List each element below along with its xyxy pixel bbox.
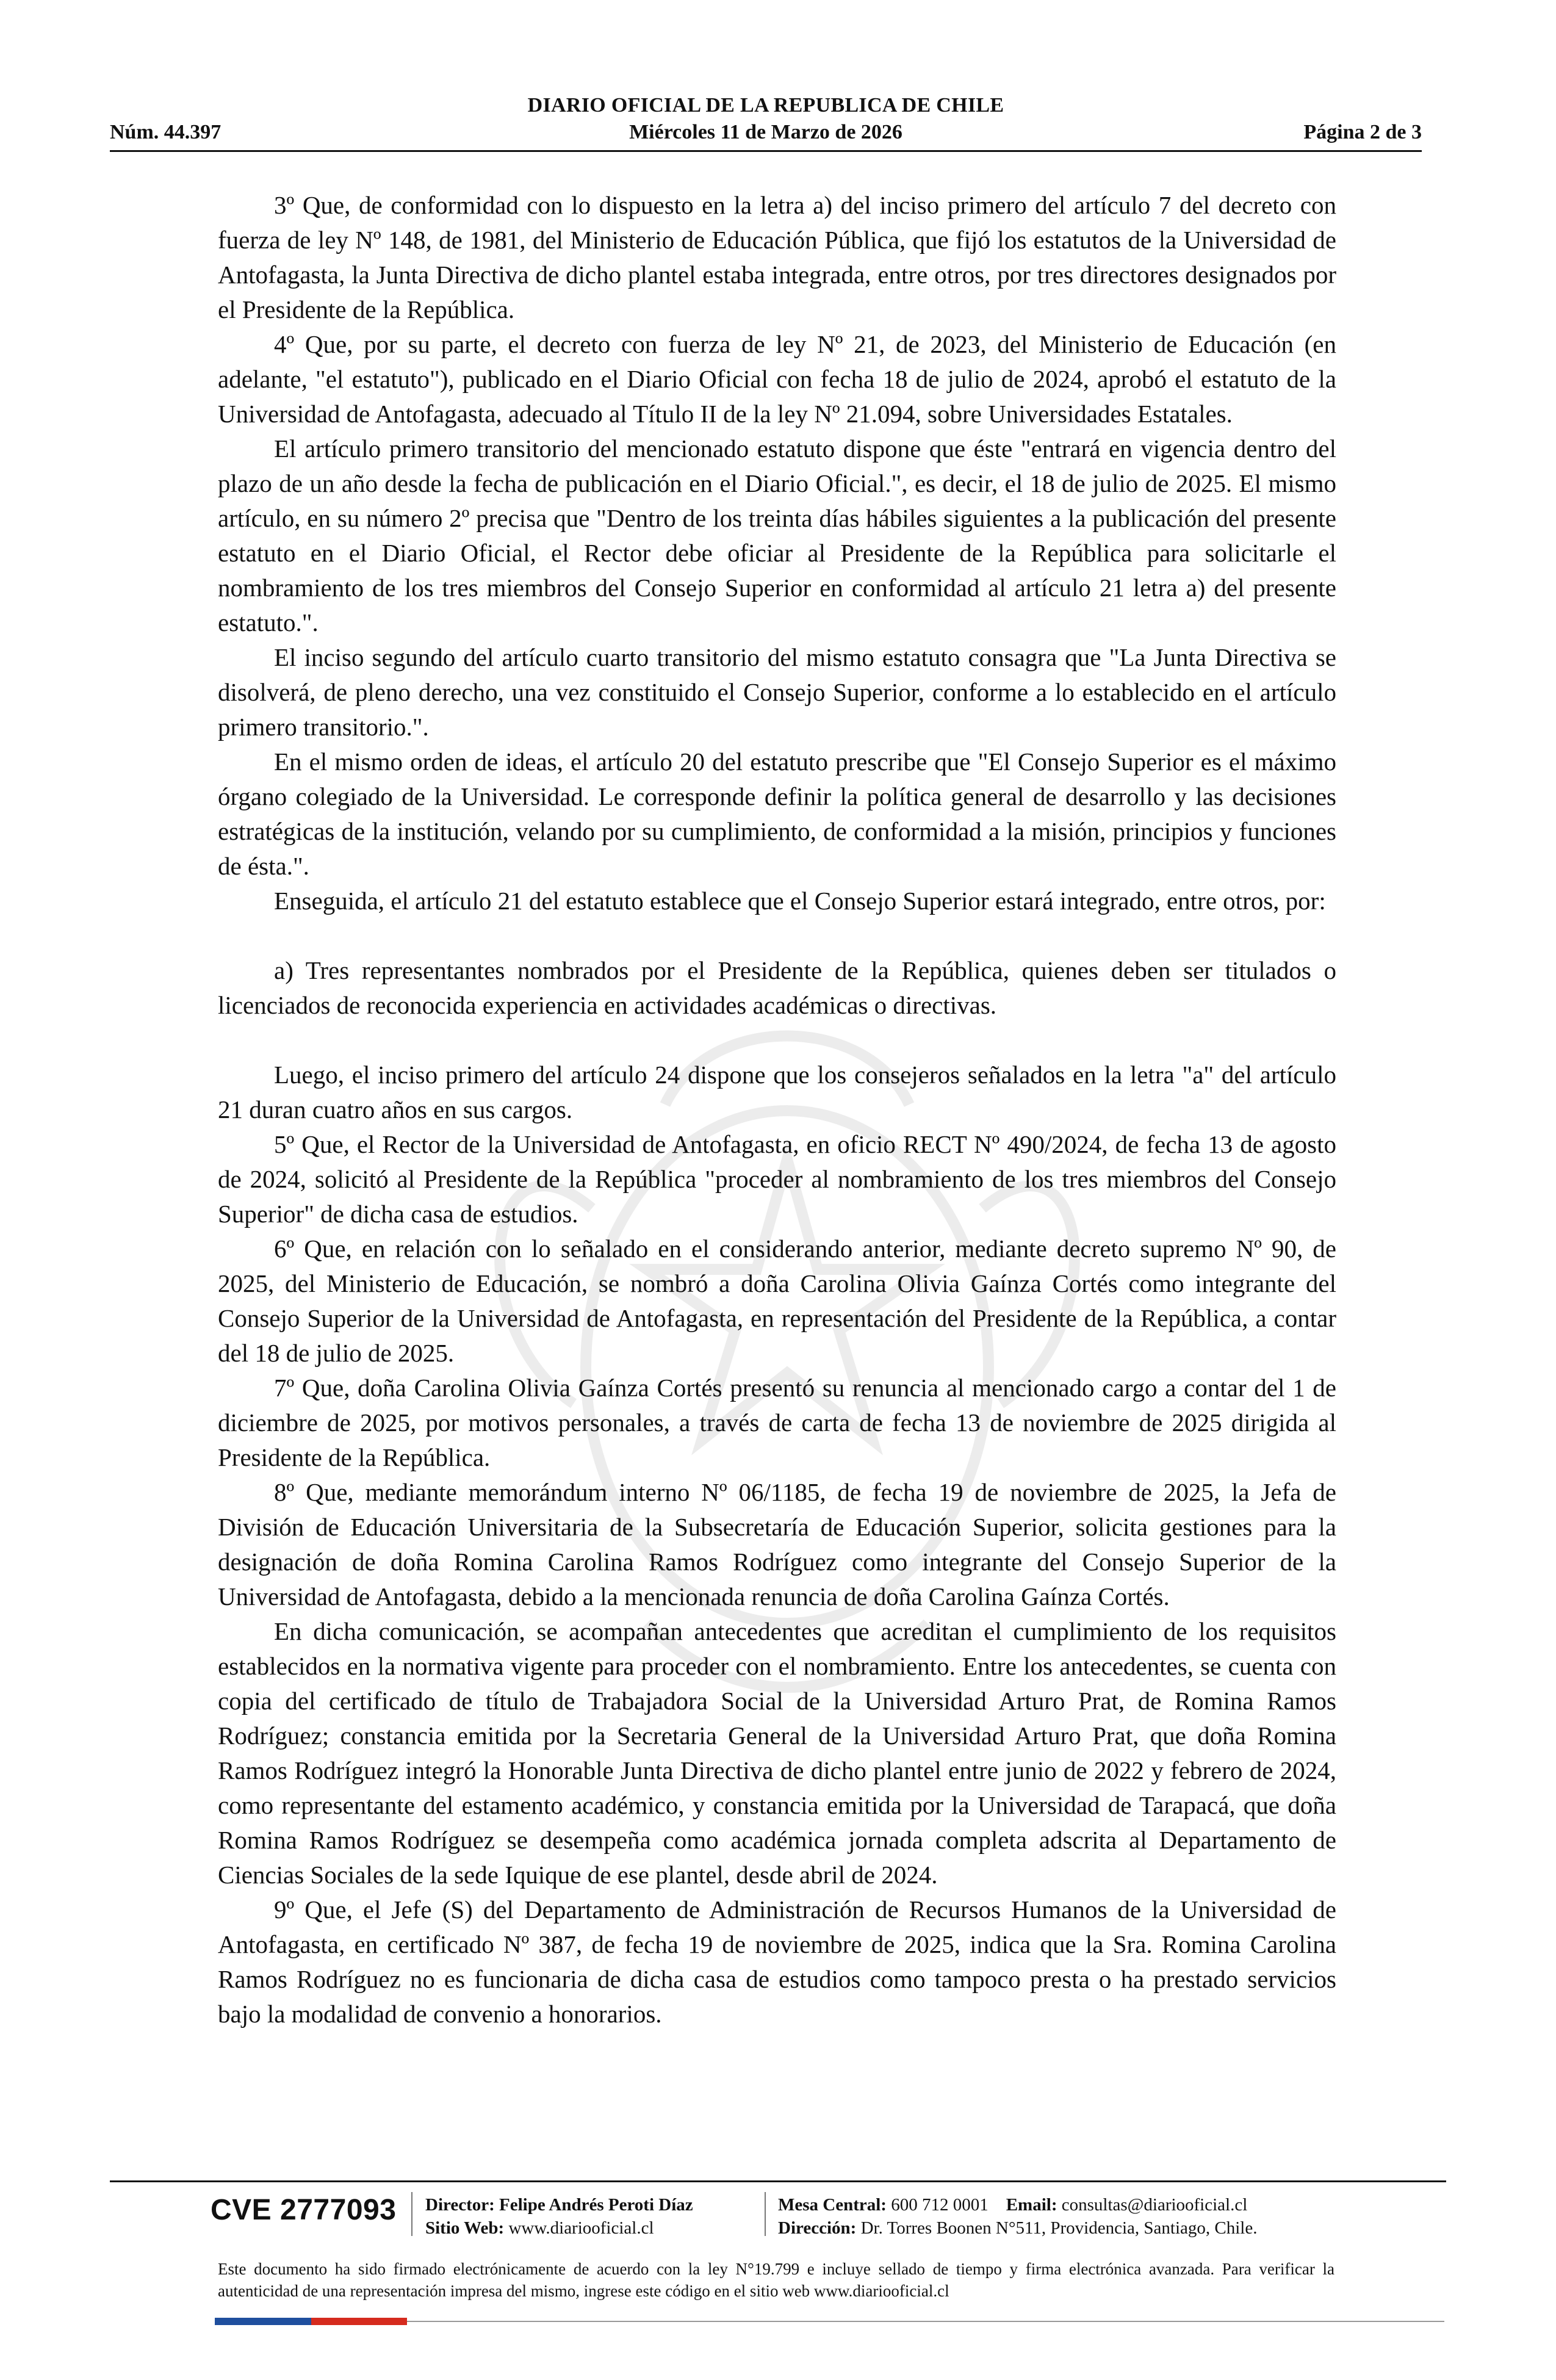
footer-divider: [110, 2180, 1446, 2182]
header-divider: [110, 150, 1422, 152]
legal-notice: Este documento ha sido firmado electrónicamente de acuerdo con la ley N°19.799 e incluye sellado de tiempo y firma electrónica avanzada. Para verificar la autenticidad de una representación impresa del mismo, ingrese este código en el sitio web www.diariooficial.cl: [218, 2260, 1334, 2300]
issue-date: Miércoles 11 de Marzo de 2026: [629, 121, 902, 143]
paragraph: El inciso segundo del artículo cuarto transitorio del mismo estatuto consagra que "La Junta Directiva se disolverá, de pleno derecho, una vez constituido el Consejo Superior, conforme a lo establecido en el artículo primero transitorio.".: [218, 643, 1336, 741]
paragraph: El artículo primero transitorio del mencionado estatuto dispone que éste "entrará en vigencia dentro del plazo de un año desde la fecha de publicación en el Diario Oficial.", es decir, el 18 de julio de 2025. El mismo artículo, en su número 2º precisa que "Dentro de los treinta días hábiles siguientes a la publicación del presente estatuto en el Diario Oficial, el Rector debe oficiar al Presidente de la República para solicitarle el nombramiento de los tres miembros del Consejo Superior en conformidad al artículo 21 letra a) del presente estatuto.".: [218, 435, 1336, 636]
paragraph: 9º Que, el Jefe (S) del Departamento de Administración de Recursos Humanos de la Universidad de Antofagasta, en certificado Nº 387, de fecha 19 de noviembre de 2025, indica que la Sra. Romina Carolina Ramos Rodríguez no es funcionaria de dicha casa de estudios como tampoco presta o ha prestado servicios bajo la modalidad de convenio a honorarios.: [218, 1895, 1336, 2028]
director-label: Director:: [425, 2195, 495, 2215]
page-header: [110, 92, 1422, 150]
paragraph: 3º Que, de conformidad con lo dispuesto en la letra a) del inciso primero del artículo 7 del decreto con fuerza de ley Nº 148, de 1981, del Ministerio de Educación Pública, que fijó los estatutos de la Universidad de Antofagasta, la Junta Directiva de dicho plantel estaba integrada, entre otros, por tres directores designados por el Presidente de la República.: [218, 191, 1336, 323]
address-value: Dr. Torres Boonen N°511, Providencia, Santiago, Chile.: [860, 2218, 1258, 2238]
email-label: Email:: [1006, 2195, 1057, 2215]
email-link[interactable]: consultas@diariooficial.cl: [1061, 2195, 1248, 2215]
bottom-divider: [407, 2321, 1444, 2322]
director-name: Felipe Andrés Peroti Díaz: [499, 2195, 693, 2215]
footer-contact-block: [778, 2193, 1257, 2240]
quoted-clause: a) Tres representantes nombrados por el Presidente de la República, quienes deben ser titulados o licenciados de reconocida experiencia en actividades académicas o directivas.: [218, 956, 1336, 1019]
flag-red-segment: [311, 2318, 408, 2325]
site-link[interactable]: www.diariooficial.cl: [508, 2218, 654, 2238]
paragraph: Enseguida, el artículo 21 del estatuto establece que el Consejo Superior estará integrado, entre otros, por:: [274, 887, 1326, 915]
paragraph: Luego, el inciso primero del artículo 24 dispone que los consejeros señalados en la letra "a" del artículo 21 duran cuatro años en sus cargos.: [218, 1061, 1336, 1123]
paragraph: 7º Que, doña Carolina Olivia Gaínza Cortés presentó su renuncia al mencionado cargo a contar del 1 de diciembre de 2025, por motivos personales, a través de carta de fecha 13 de noviembre de 2025 dirigida al Presidente de la República.: [218, 1374, 1336, 1471]
flag-blue-segment: [215, 2318, 311, 2325]
paragraph: En el mismo orden de ideas, el artículo 20 del estatuto prescribe que "El Consejo Superior es el máximo órgano colegiado de la Universidad. Le corresponde definir la política general de desarrollo y las decisiones estratégicas de la institución, velando por su cumplimiento, de conformidad a la misión, principios y funciones de ésta.".: [218, 748, 1336, 880]
issue-number: Núm. 44.397: [110, 121, 222, 143]
paragraph: 5º Que, el Rector de la Universidad de Antofagasta, en oficio RECT Nº 490/2024, de fecha 13 de agosto de 2024, solicitó al Presidente de la República "proceder al nombramiento de los tres miembros del Consejo Superior" de dicha casa de estudios.: [218, 1130, 1336, 1228]
site-label: Sitio Web:: [425, 2218, 505, 2238]
mesa-phone: 600 712 0001: [891, 2195, 989, 2215]
gazette-title: DIARIO OFICIAL DE LA REPUBLICA DE CHILE: [527, 94, 1004, 117]
cve-code: CVE 2777093: [211, 2194, 397, 2226]
paragraph: 6º Que, en relación con lo señalado en el considerando anterior, mediante decreto supremo Nº 90, de 2025, del Ministerio de Educación, se nombró a doña Carolina Olivia Gaínza Cortés como integrante del Consejo Superior de la Universidad de Antofagasta, en representación del Presidente de la República, a contar del 18 de julio de 2025.: [218, 1235, 1336, 1367]
flag-color-bar: [215, 2318, 407, 2325]
paragraph: En dicha comunicación, se acompañan antecedentes que acreditan el cumplimiento de los requisitos establecidos en la normativa vigente para proceder con el nombramiento. Entre los antecedentes, se cuenta con copia del certificado de título de Trabajadora Social de la Universidad Arturo Prat, de Romina Ramos Rodríguez; constancia emitida por la Secretaria General de la Universidad Arturo Prat, que doña Romina Ramos Rodríguez integró la Honorable Junta Directiva de dicho plantel entre junio de 2022 y febrero de 2024, como representante del estamento académico, y constancia emitida por la Universidad de Tarapacá, que doña Romina Ramos Rodríguez se desempeña como académica jornada completa adscrita al Departamento de Ciencias Sociales de la sede Iquique de ese plantel, desde abril de 2024.: [218, 1617, 1336, 1889]
document-body: [218, 188, 1336, 2032]
paragraph: 4º Que, por su parte, el decreto con fuerza de ley Nº 21, de 2023, del Ministerio de Educación (en adelante, "el estatuto"), publicado en el Diario Oficial con fecha 18 de julio de 2024, aprobó el estatuto de la Universidad de Antofagasta, adecuado al Título II de la ley Nº 21.094, sobre Universidades Estatales.: [218, 330, 1336, 428]
footer-director-block: [425, 2193, 693, 2240]
page-number: Página 2 de 3: [1303, 121, 1422, 143]
address-label: Dirección:: [778, 2218, 857, 2238]
footer-separator: [411, 2192, 412, 2236]
paragraph: 8º Que, mediante memorándum interno Nº 06/1185, de fecha 19 de noviembre de 2025, la Jefa de División de Educación Universitaria de la Subsecretaría de Educación Superior, solicita gestiones para la designación de doña Romina Carolina Ramos Rodríguez como integrante del Consejo Superior de la Universidad de Antofagasta, debido a la mencionada renuncia de doña Carolina Gaínza Cortés.: [218, 1478, 1336, 1610]
footer-separator: [765, 2192, 766, 2236]
mesa-label: Mesa Central:: [778, 2195, 887, 2215]
